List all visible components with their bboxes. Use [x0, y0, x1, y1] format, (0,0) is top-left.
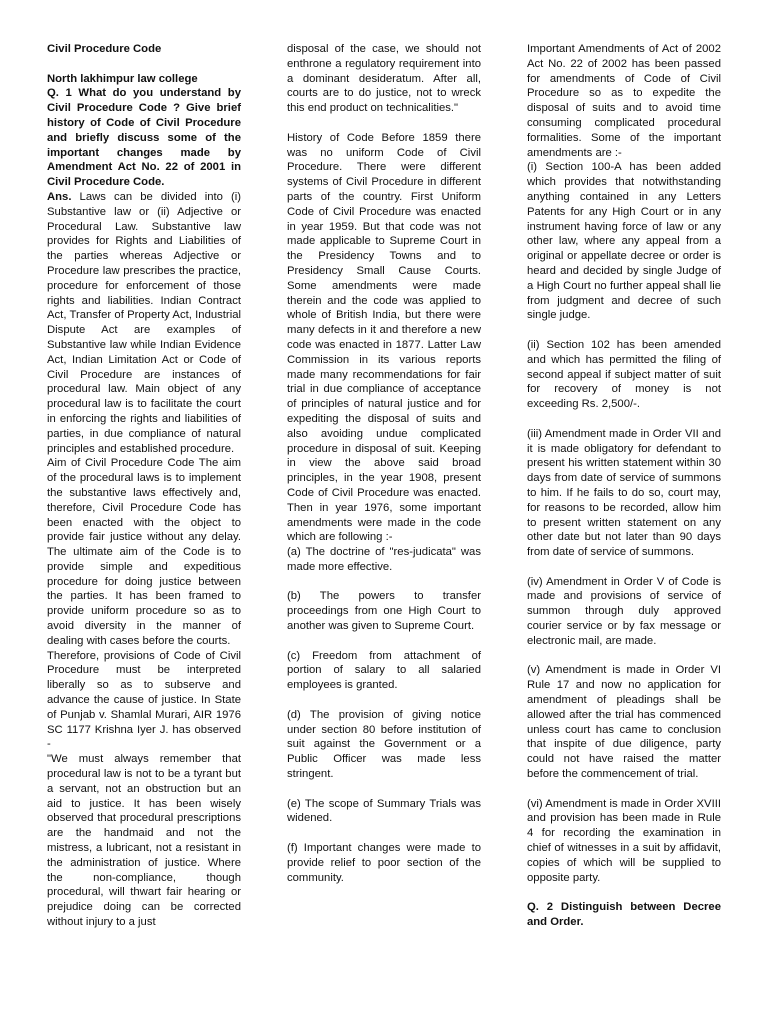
amendments-intro: Important Amendments of Act of 2002 Act No. 22 of 2002 has been passed for amendments of Code of Civil Procedure so as to expedite the disposal of suits and to avoid time consuming complicated procedural formalities. Some of the important amendments are :- — [527, 43, 721, 159]
column-2 — [287, 42, 481, 885]
question-1: Q. 1 What do you understand by Civil Procedure Code ? Give brief history of Code of Civil Procedure and briefly discuss some of the important changes made by Amendment Act No. 22 of 2001 in Civil Procedure Code. — [47, 87, 241, 189]
amendment-iv: (iv) Amendment in Order V of Code is made and provisions of service of summon through duly approved courier service or by fax message or electronic mail, are made. — [527, 575, 721, 647]
answer-paragraph — [47, 190, 241, 456]
point-e: (e) The scope of Summary Trials was widened. — [287, 797, 481, 825]
quote-continuation: disposal of the case, we should not enthrone a regulatory requirement into a dominant desideratum. After all, courts are to do justice, not to wreck this end product on technicalities." — [287, 43, 481, 115]
column-3 — [527, 42, 721, 930]
amendment-v: (v) Amendment is made in Order VI Rule 17 and now no application for amendment of pleadings shall be allowed after the trial has commenced unless court has came to conclusion that inspite of due diligence, party could not have raised the matter before the commencement of trial. — [527, 664, 721, 781]
point-c: (c) Freedom from attachment of portion of salary to all salaried employees is granted. — [287, 649, 481, 692]
amendment-iii: (iii) Amendment made in Order VII and it is made obligatory for defendant to present his written statement within 30 days from date of service of summons to him. If he fails to do so, court may, for reasons to be recorded, allow him to present written statement on any other date but not later than 90 days from date of service of summons. — [527, 427, 721, 559]
document-title: Civil Procedure Code — [47, 43, 162, 55]
aim-paragraph: Aim of Civil Procedure Code The aim of the procedural laws is to implement the substantive laws effectively and, therefore, Civil Procedure Code has been enacted with the object to provide fair justice without any delay. The ultimate aim of the Code is to provide simple and expeditious procedure for doing justice between the parties. It has been framed to provide uniform procedure so as to avoid diversity in the manner of dealing with cases before the courts. — [47, 457, 241, 647]
point-b: (b) The powers to transfer proceedings from one High Court to another was given to Supreme Court. — [287, 590, 481, 633]
history-paragraph: History of Code Before 1859 there was no uniform Code of Civil Procedure. There were different systems of Civil Procedure in different parts of the country. First Uniform Code of Civil Procedure was enacted in year 1959. But that code was not made applicable to Supreme Court in the Presidency Towns and to Presidency Small Cause Courts. Some amendments were made therein and the code was applied to whole of British India, but there were many defects in it and therefore a new code was enacted in 1877. Latter Law Commission in its various reports made many recommendations for fair trial in due compliance of acceptance of principles of natural justice and for expediting the disposal of suits and also avoiding undue complicated procedure in disposal of suit. Keeping in view the above said broad principles, in the year 1908, present Code of Civil Procedure was enacted. Then in year 1976, some important amendments were made in the code which are following :- — [287, 131, 481, 544]
amendment-i: (i) Section 100-A has been added which provides that notwithstanding anything contained in any Letters Patents for any High Court or in any instrument having force of law or any other law, where any appeal from a original or appellate decree or order is heard and decided by single Judge of a High Court no further appeal shall lie from judgment and decree of such single judge. — [527, 161, 721, 322]
amendment-vi: (vi) Amendment is made in Order XVIII and provision has been made in Rule 4 for recording the examination in chief of witnesses in a suit by affidavit, copies of which will be supplied to opposite party. — [527, 797, 721, 884]
question-2: Q. 2 Distinguish between Decree and Order. — [527, 901, 721, 929]
interpretation-paragraph: Therefore, provisions of Code of Civil Procedure must be interpreted liberally so as to subserve and advance the cause of justice. In State of Punjab v. Shamlal Murari, AIR 1976 SC 1177 Krishna Iyer J. has observed - — [47, 649, 241, 751]
answer-text: Laws can be divided into (i) Substantive law or (ii) Adjective or Procedural Law. Substantive law provides for Rights and Liabilities of the parties whereas Adjective or Procedure law prescribes the practice, procedure for enforcement of those rights and liabilities. Indian Contract Act, Transfer of Property Act, Industrial Dispute Act are examples of Substantive law while Indian Evidence Act, Indian Limitation Act or Code of Civil Procedure are instances of procedural law. Main object of any procedural law is to facilitate the court in enforcing the rights and liabilities of parties, in due compliance of natural principles and established procedure. — [47, 190, 241, 455]
point-a: (a) The doctrine of "res-judicata" was made more effective. — [287, 546, 481, 573]
college-name: North lakhimpur law college — [47, 72, 198, 85]
point-f: (f) Important changes were made to provide relief to poor section of the community. — [287, 842, 481, 884]
column-1 — [47, 42, 241, 930]
amendment-ii: (ii) Section 102 has been amended and which has permitted the filing of second appeal if subject matter of suit for recovery of money is not exceeding Rs. 2,500/-. — [527, 338, 721, 411]
point-d: (d) The provision of giving notice under section 80 before institution of suit against the Government or a Public Officer was made less stringent. — [287, 708, 481, 781]
answer-label: Ans. — [47, 190, 72, 203]
quote-paragraph: "We must always remember that procedural law is not to be a tyrant but a servant, not an obstruction but an aid to justice. It has been wisely observed that procedural prescriptions are the handmaid and not the mistress, a lubricant, not a resistant in the administration of justice. Where the non-compliance, though procedural, will thwart fair hearing or prejudice doing can be corrected without injury to a just — [47, 753, 241, 929]
